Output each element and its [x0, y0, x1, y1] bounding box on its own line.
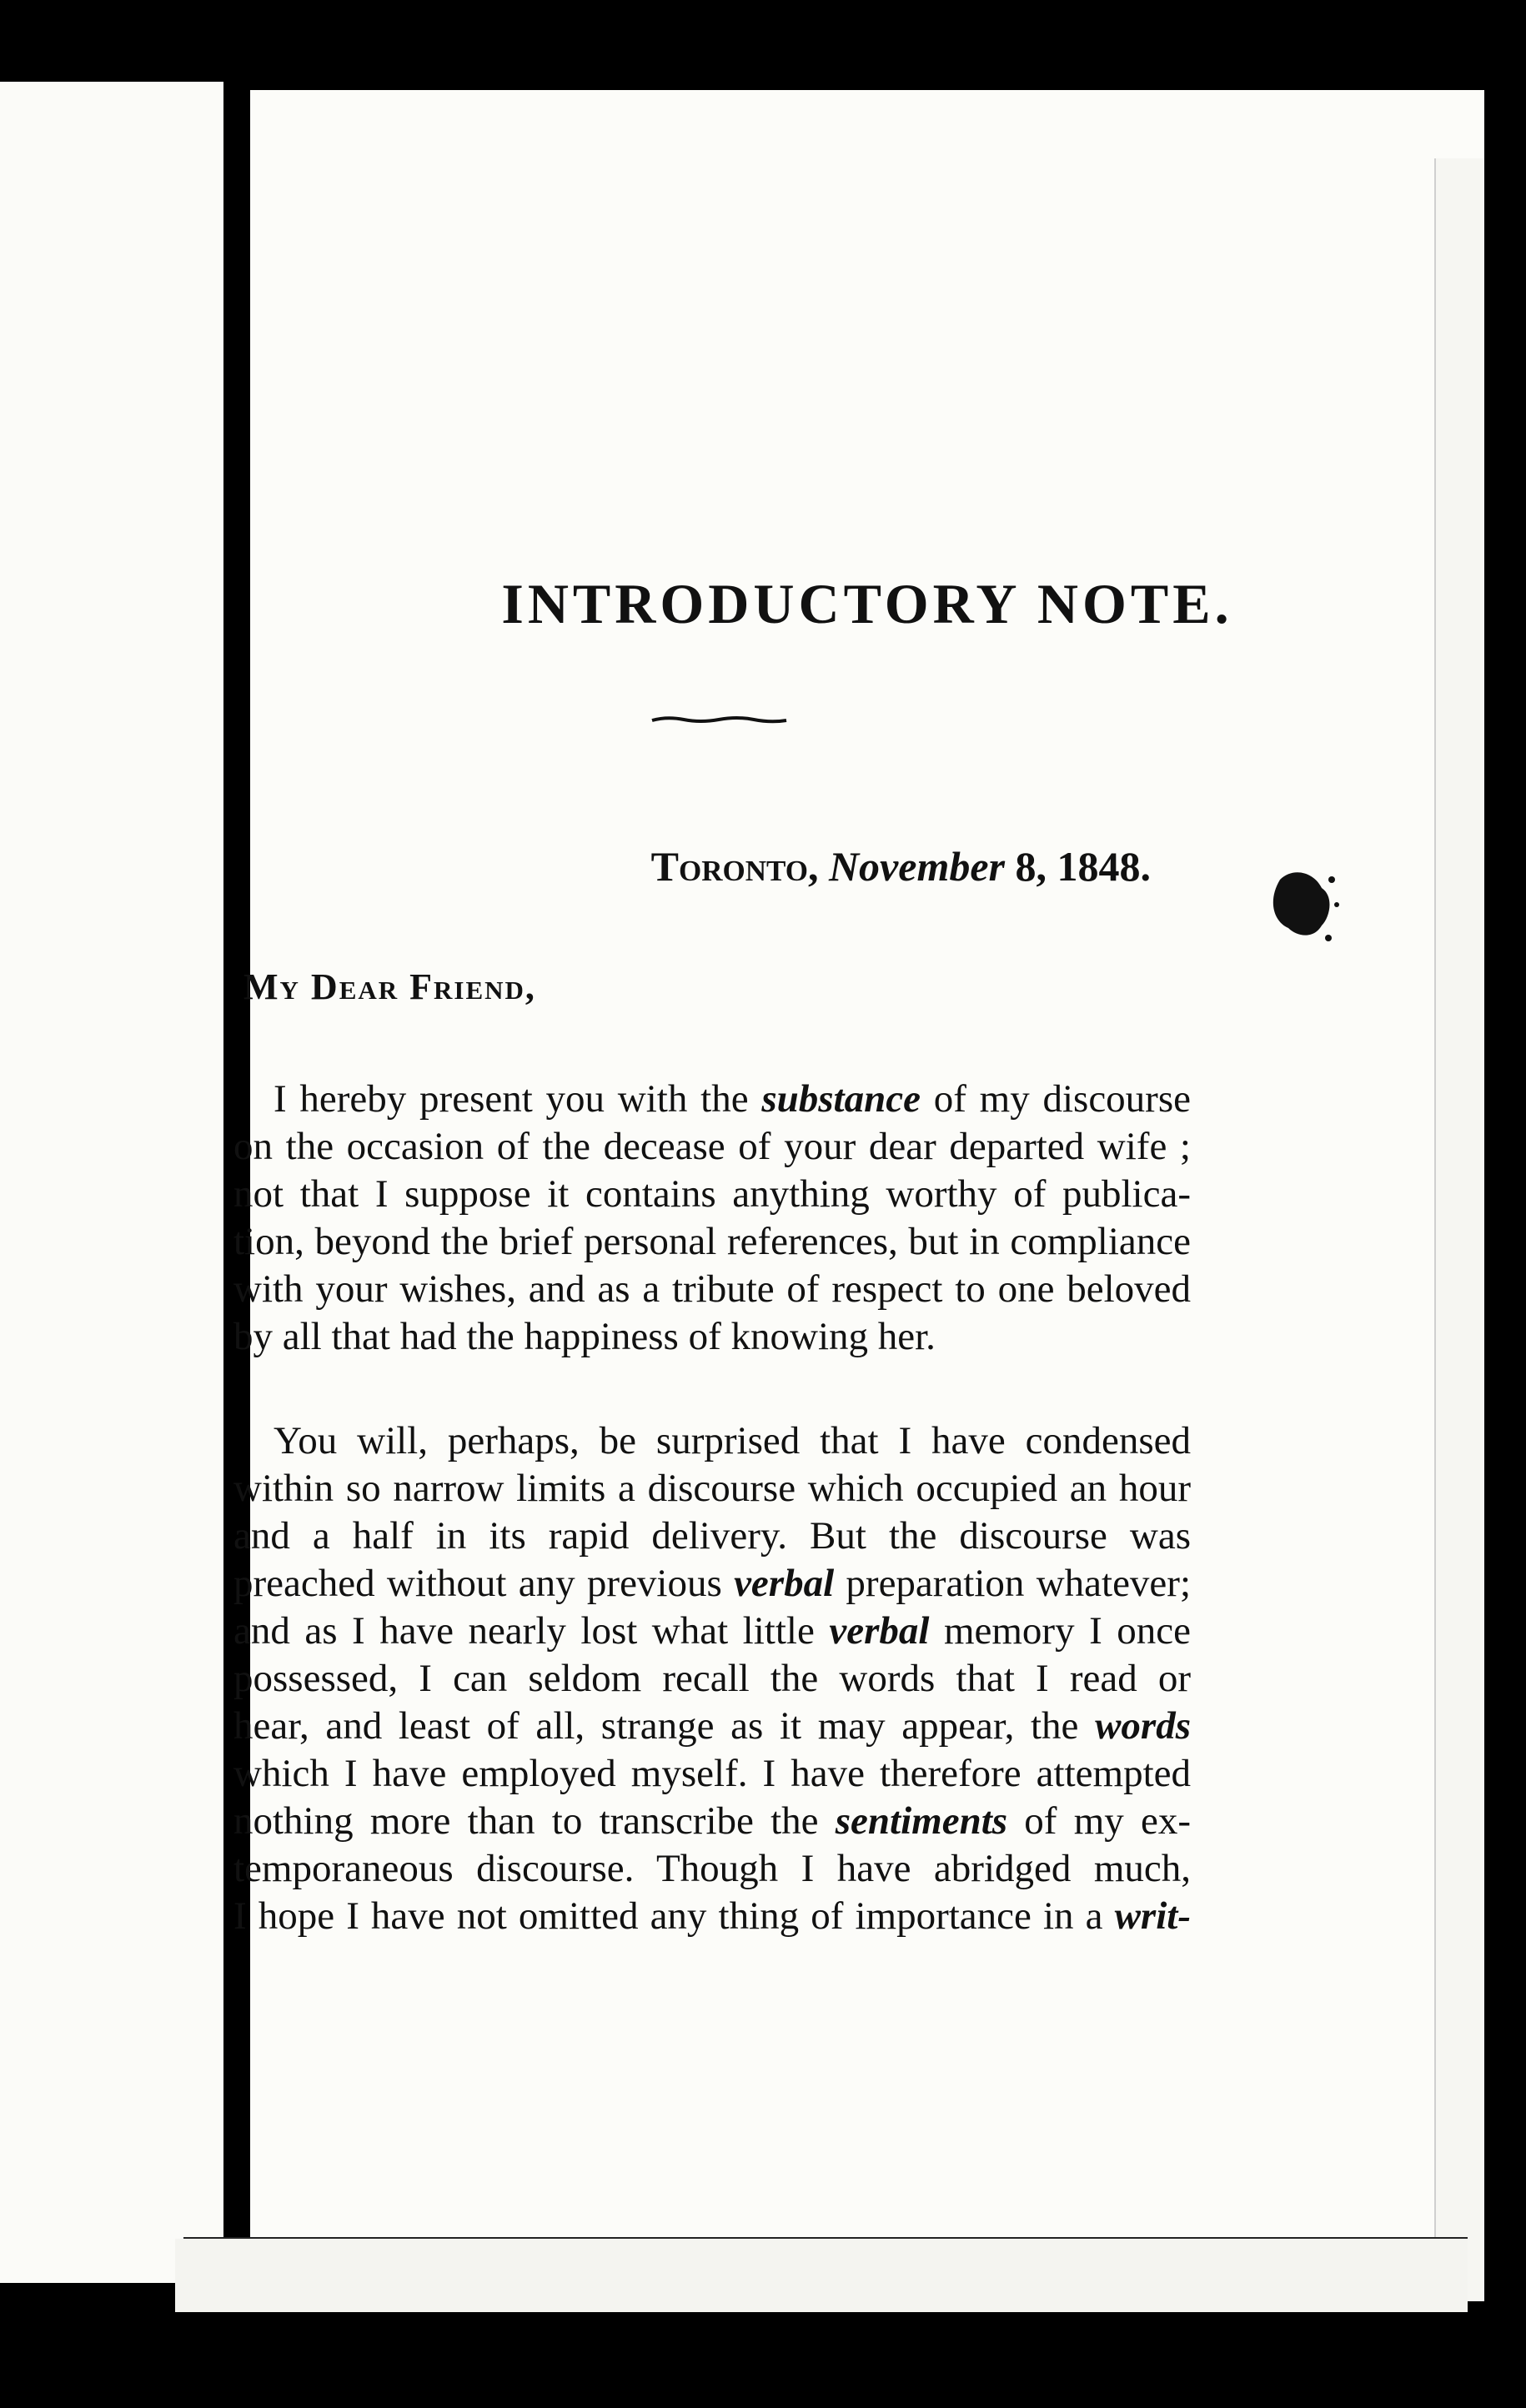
paragraph-1 — [233, 1076, 1191, 1361]
date-month: November — [828, 843, 1005, 890]
date-place: Toronto, — [650, 843, 819, 890]
date-line — [250, 842, 1151, 890]
text-line: You will, perhaps, be surprised that I have condensed — [274, 1419, 1191, 1462]
date-year: 1848. — [1057, 843, 1151, 890]
text-line: and a half in its rapid delivery. But the discourse was — [233, 1514, 1191, 1558]
salutation: My Dear Friend, — [243, 966, 536, 1007]
ink-blot — [1263, 863, 1343, 946]
text-line: tion, beyond the brief personal references, but in compliance — [233, 1220, 1191, 1263]
text-line: on the occasion of the decease of your dear departed wife ; — [233, 1125, 1191, 1168]
title-ornament — [650, 715, 788, 724]
page-bottom-strip — [175, 2239, 1468, 2312]
bottom-rule — [183, 2237, 1468, 2239]
page-right-edge — [1434, 158, 1484, 2301]
text-line: hear, and least of all, strange as it may appear, the words — [233, 1704, 1191, 1748]
text-line: nothing more than to transcribe the sentiments of my ex- — [233, 1799, 1191, 1843]
text-line: which I have employed myself. I have therefore attempted — [233, 1752, 1191, 1795]
text-line: with your wishes, and as a tribute of respect to one beloved — [233, 1267, 1191, 1311]
paragraph-2 — [233, 1417, 1191, 1940]
text-line: I hereby present you with the substance of my discourse — [274, 1077, 1191, 1121]
text-line: not that I suppose it contains anything worthy of publica- — [233, 1172, 1191, 1216]
text-line: temporaneous discourse. Though I have abridged much, — [233, 1847, 1191, 1890]
text-line: I hope I have not omitted any thing of importance in a writ- — [233, 1894, 1191, 1938]
text-line: possessed, I can seldom recall the words that I read or — [233, 1657, 1191, 1700]
text-line: by all that had the happiness of knowing her. — [233, 1315, 936, 1358]
text-line: preached without any previous verbal preparation whatever; — [233, 1562, 1191, 1605]
text-line: and as I have nearly lost what little verbal memory I once — [233, 1609, 1191, 1653]
page-title: INTRODUCTORY NOTE. — [501, 572, 1233, 635]
left-page-edge — [0, 82, 223, 2283]
text-line: within so narrow limits a discourse which occupied an hour — [233, 1467, 1191, 1510]
date-day: 8, — [1015, 843, 1047, 890]
